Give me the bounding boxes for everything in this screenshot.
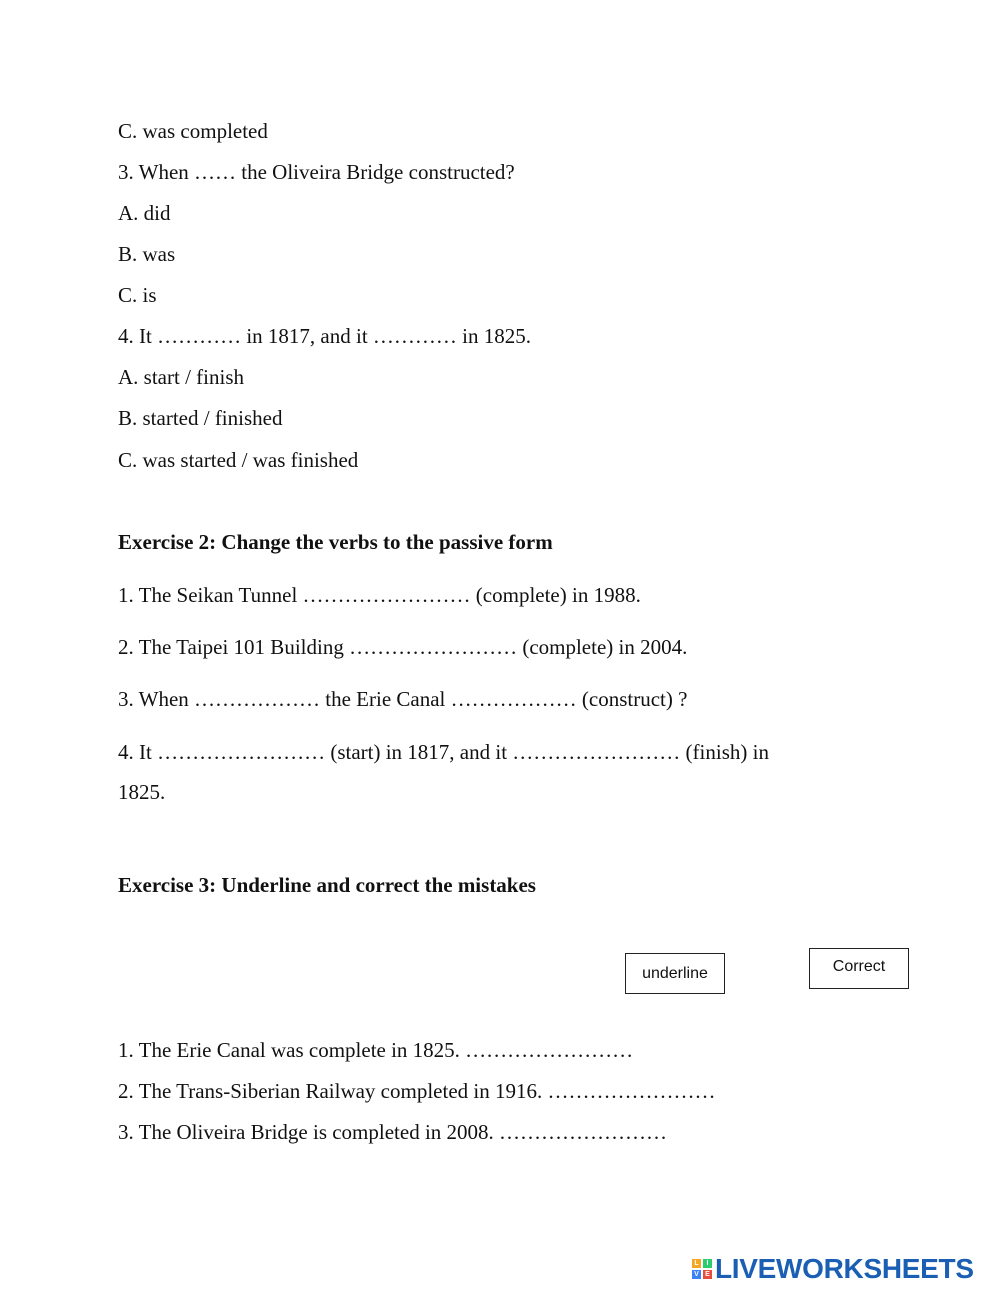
logo-letter-e: E [703, 1270, 712, 1279]
q3-option-a: A. did [118, 201, 171, 225]
liveworksheets-logo [692, 1252, 974, 1286]
exercise2-item-3: 3. When ……………… the Erie Canal ……………… (construct) ? [118, 687, 688, 711]
logo-wordmark: LIVEWORKSHEETS [715, 1253, 974, 1284]
exercise2-item-2: 2. The Taipei 101 Building …………………… (complete) in 2004. [118, 635, 688, 659]
exercise3-heading: Exercise 3: Underline and correct the mistakes [118, 873, 536, 897]
q3-option-c: C. is [118, 283, 157, 307]
logo-letter-v: V [692, 1270, 701, 1279]
q2-option-c: C. was completed [118, 119, 268, 143]
q4-option-a: A. start / finish [118, 365, 244, 389]
exercise3-item-1: 1. The Erie Canal was complete in 1825. …………………… [118, 1038, 634, 1062]
q4-option-b: B. started / finished [118, 406, 283, 430]
logo-letter-l: L [692, 1259, 701, 1268]
exercise3-item-2: 2. The Trans-Siberian Railway completed in 1916. …………………… [118, 1079, 716, 1103]
q3-option-b: B. was [118, 242, 176, 266]
logo-letter-i: I [703, 1259, 712, 1268]
underline-button[interactable]: underline [625, 953, 725, 994]
exercise2-heading: Exercise 2: Change the verbs to the passive form [118, 530, 553, 554]
exercise2-item-1: 1. The Seikan Tunnel …………………… (complete) in 1988. [118, 583, 641, 607]
q4-option-c: C. was started / was finished [118, 448, 359, 472]
exercise2-item-4-continued: 1825. [118, 780, 166, 804]
exercise3-item-3: 3. The Oliveira Bridge is completed in 2008. …………………… [118, 1120, 668, 1144]
correct-button[interactable]: Correct [809, 948, 909, 989]
exercise2-item-4: 4. It …………………… (start) in 1817, and it …………………… (finish) in [118, 740, 769, 764]
q4-question: 4. It ………… in 1817, and it ………… in 1825. [118, 324, 531, 348]
q3-question: 3. When …… the Oliveira Bridge constructed? [118, 160, 515, 184]
logo-mark-icon [692, 1259, 712, 1279]
